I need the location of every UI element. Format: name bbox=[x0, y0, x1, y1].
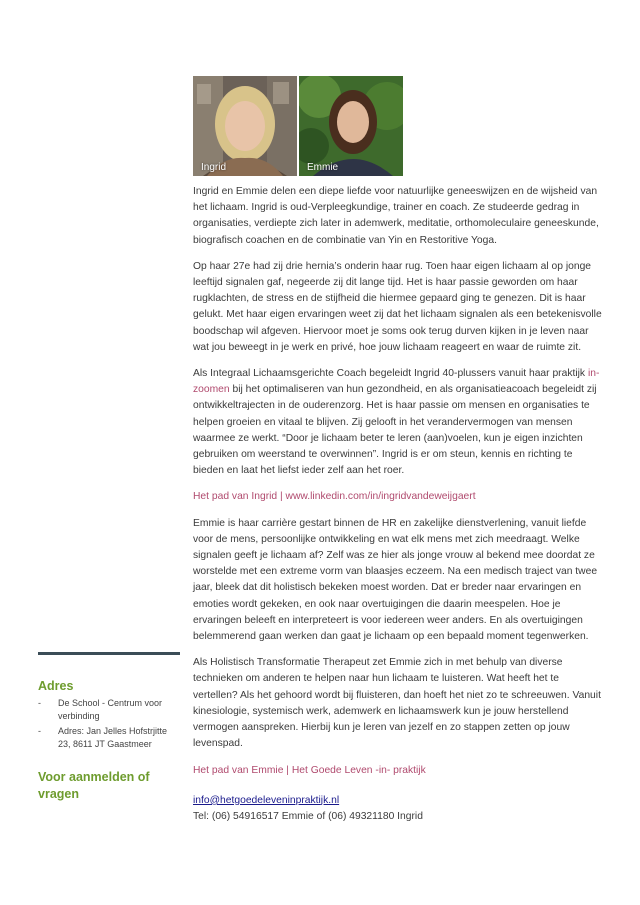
address-item bbox=[38, 725, 180, 751]
paragraph-emmie-therapist: Als Holistisch Transformatie Therapeut zet Emmie zich in met behulp van diverse technieken om anderen te helpen naar hun lichaam te luisteren. Wat heeft het te vertellen? Als het gehoord wordt bij fluisteren, dan hoeft het niet zo te schreeuwen. Vanuit kinesiologie, systemisch werk, ademwerk en lichaamswerk kun je jouw herstellend vermogen aanspreken. Hierbij kun je leren van jezelf en zo stappen zetten op jouw levenspad. bbox=[193, 657, 601, 750]
photo-emmie bbox=[299, 76, 403, 176]
adres-heading: Adres bbox=[38, 679, 74, 693]
list-dash: - bbox=[38, 726, 41, 736]
photo-caption-emmie: Emmie bbox=[307, 162, 339, 173]
portrait-emmie-image bbox=[299, 76, 403, 176]
ingrid-linkedin-link[interactable]: Het pad van Ingrid | www.linkedin.com/in/ingridvandeweijgaert bbox=[193, 491, 476, 503]
address-item bbox=[38, 697, 180, 723]
address-item-text: Adres: Jan Jelles Hofstrjitte 23, 8611 JT Gaastmeer bbox=[58, 726, 168, 749]
paragraph-ingrid-coach-text-a: Als Integraal Lichaamsgerichte Coach begeleidt Ingrid 40-plussers vanuit haar praktijk bbox=[193, 368, 588, 380]
photo-caption-ingrid: Ingrid bbox=[201, 162, 227, 173]
paragraph-intro: Ingrid en Emmie delen een diepe liefde voor natuurlijke geneeswijzen en de wijsheid van het lichaam. Ingrid is oud-Verpleegkundige, trainer en coach. Ze studeerde gedrag in organisaties, verdiepte zich later in ademwerk, meditatie, orthomoleculaire geneeskunde, biografisch coachen en de combinatie van Yin en Restoritive Yoga. bbox=[193, 186, 599, 246]
address-list bbox=[38, 697, 180, 751]
contact-heading: Voor aanmelden of vragen bbox=[38, 770, 150, 801]
sidebar bbox=[38, 652, 180, 805]
email-link[interactable]: info@hetgoedeleveninpraktijk.nl bbox=[193, 794, 340, 806]
main-content bbox=[193, 184, 603, 825]
emmie-website-link[interactable]: Het pad van Emmie | Het Goede Leven -in- praktijk bbox=[193, 764, 426, 776]
paragraph-ingrid-coach-text-b: bij het optimaliseren van hun gezondheid, en als organisatieacoach begeleidt zij ontwikkeltrajecten in de ouderenzorg. Het is haar passie om mensen en organisaties te helpen groeien en vitaal te blijven. Zij gelooft in het verandervermogen van mensen waarmee ze werkt. “Door je lichaam beter te leren (aan)voelen, kun je eigen inzichten gebruiken om weerstand te overwinnen”. Ingrid is er om steun, kennis en richting te bieden en laat het liefst ieder zelf aan het roer. bbox=[193, 384, 597, 477]
telephone-text: Tel: (06) 54916517 Emmie of (06) 49321180 Ingrid bbox=[193, 810, 423, 822]
portrait-ingrid-image bbox=[193, 76, 297, 176]
paragraph-ingrid-coach bbox=[193, 366, 603, 479]
address-item-text: De School - Centrum voor verbinding bbox=[58, 698, 163, 721]
paragraph-ingrid-story: Op haar 27e had zij drie hernia’s onderin haar rug. Toen haar eigen lichaam al op jonge leeftijd signalen gaf, negeerde zij dit lange tijd. Het is haar passie geworden om haar rugklachten, de stress en de stijfheid die hiermee gepaard ging te genezen. Dit is haar gelukt. Met haar eigen ervaringen weet zij dat het lichaam signalen als een betekenisvolle boodschap wil afgeven. Hiervoor moet je soms ook terug durven kijken in je leven naar wat jou beweegt in je werk en privé, hoe jouw lichaam reageert en waar de ruimte zit. bbox=[193, 260, 602, 353]
paragraph-emmie-story: Emmie is haar carrière gestart binnen de HR en zakelijke dienstverlening, vanuit liefde voor de mens, persoonlijke ontwikkeling en wat elk mens met zich meedraagt. Welke signalen geeft je lichaam af? Zelf was ze hier als jonge vrouw al bekend mee doordat ze worstelde met een extreme vorm van blaasjes eczeem. Na een medisch traject van twee jaar, bleek dat dit holistisch bekeken moest worden. Dat er breder naar ervaringen en emoties wordt gekeken, en ook naar overtuigingen die daarin meespelen. Hoe je ervaringen beleeft en interpreteert is voor iedereen weer anders. En als overtuigingen belemmerend gaan werken dan gaat je lichaam op een bepaald moment tegenwerken. bbox=[193, 517, 598, 643]
sidebar-divider bbox=[38, 652, 180, 655]
list-dash: - bbox=[38, 698, 41, 708]
in-zoomen-link[interactable]: in-zoomen bbox=[193, 368, 600, 396]
photo-ingrid bbox=[193, 76, 297, 176]
